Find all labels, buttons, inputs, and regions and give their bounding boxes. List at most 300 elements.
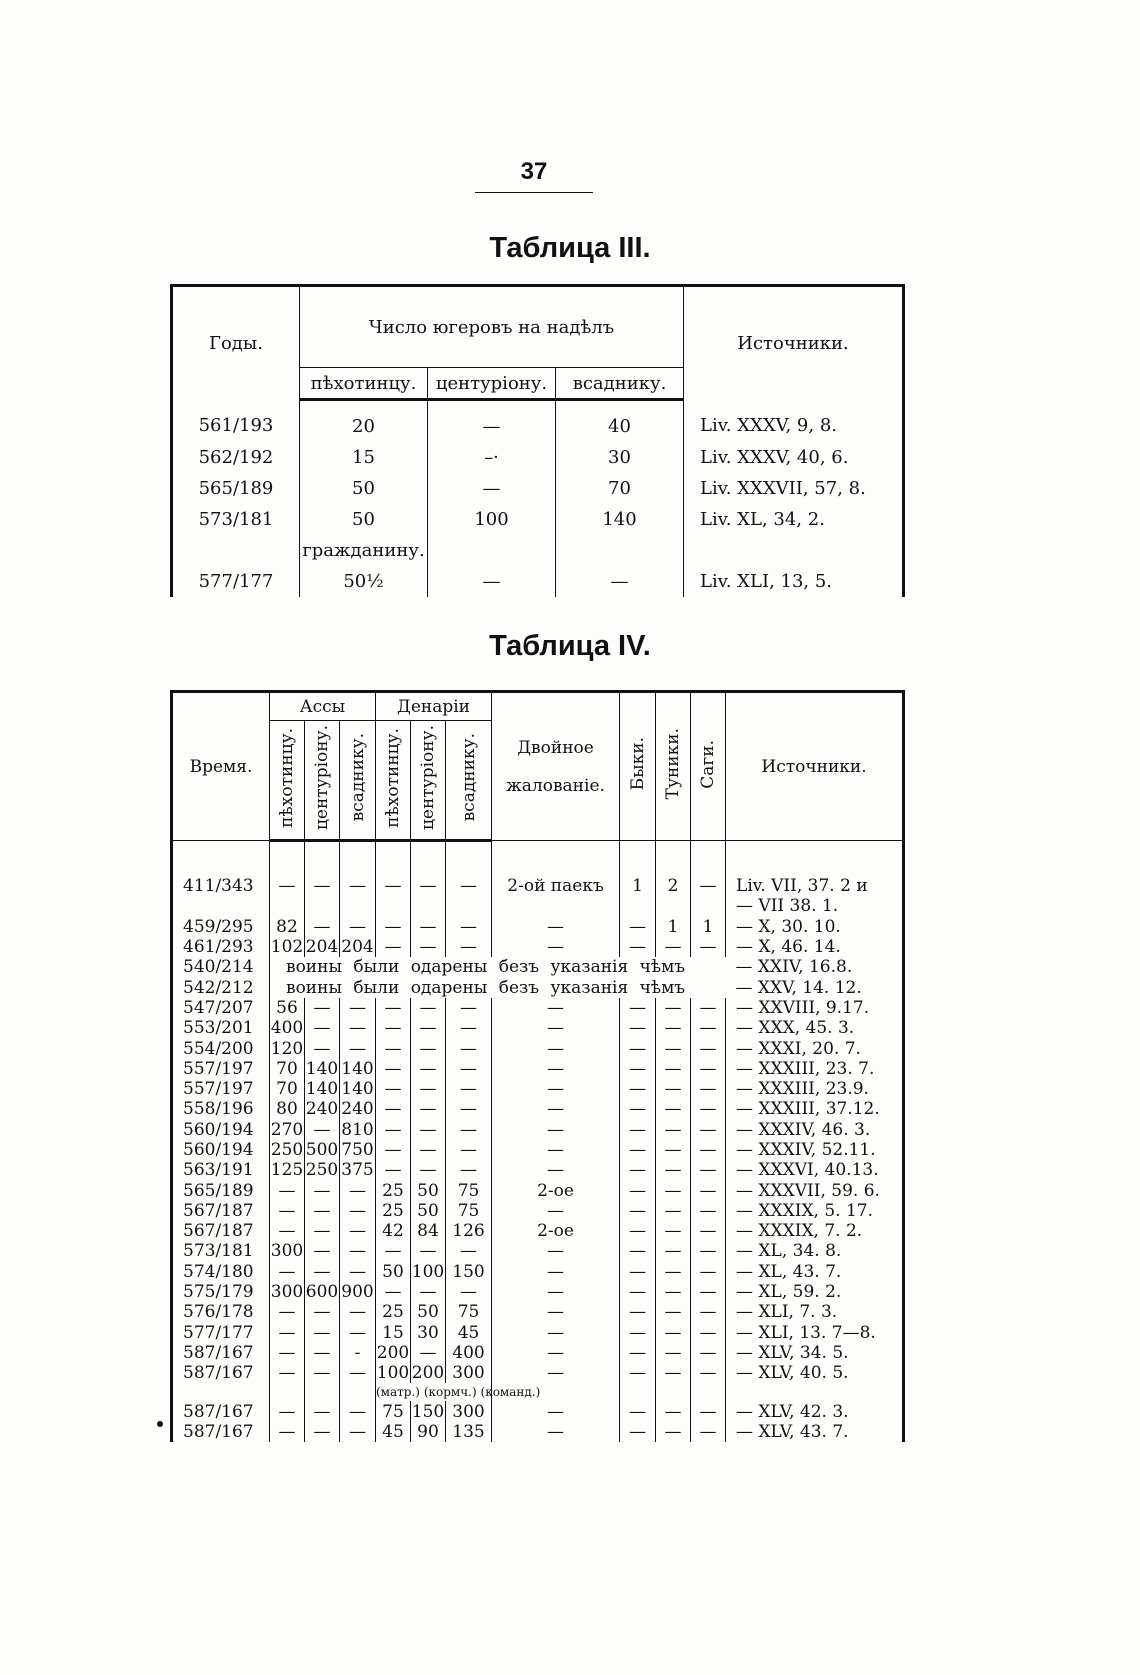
source-cell: — XLV, 42. 3. [736, 1401, 849, 1422]
asses-infantry-cell: — [270, 1180, 305, 1200]
cloaks-cell: — [691, 1302, 726, 1322]
table-row [172, 1302, 904, 1322]
cavalry-cell: 40 [556, 400, 684, 443]
tunics-cell: — [656, 1180, 691, 1200]
denarii-infantry-cell: 42 [376, 1221, 411, 1241]
denarii-infantry-cell: 50 [376, 1262, 411, 1282]
asses-centurion-cell: 500 [305, 1140, 339, 1160]
asses-cavalry-cell: — [340, 1401, 376, 1421]
tunics-cell: — [656, 1079, 691, 1099]
year-cell: 547/207 [172, 998, 270, 1018]
asses-infantry-cell: 120 [270, 1038, 304, 1059]
year-cell: 560/194 [172, 1120, 270, 1140]
asses-centurion-cell: — [305, 1343, 340, 1363]
oxen-cell: — [620, 1241, 656, 1261]
asses-infantry-cell: — [270, 1422, 305, 1442]
denarii-cavalry-cell: — [446, 1282, 492, 1302]
cloaks-cell: — [691, 1241, 726, 1261]
year-cell: 587/167 [172, 1422, 270, 1442]
centurion-cell: — [428, 473, 556, 504]
header-denarii: Денаріи [376, 692, 492, 721]
asses-infantry-cell: — [270, 1401, 305, 1421]
denarii-infantry-cell: — [376, 1038, 411, 1058]
source-cell: — XL, 59. 2. [736, 1282, 842, 1303]
centurion-cell: 100 [428, 504, 556, 535]
oxen-cell: — [620, 1160, 656, 1180]
table-row [172, 1422, 904, 1442]
table-row [172, 1099, 904, 1119]
asses-cavalry-cell: — [340, 1302, 376, 1322]
asses-cavalry-cell [340, 896, 376, 916]
double-pay-cell: — [492, 1160, 620, 1180]
denarii-centurion-cell: — [411, 1140, 446, 1160]
denarii-infantry-cell: — [376, 917, 411, 937]
double-pay-cell: 2-ой паекъ [492, 876, 620, 896]
asses-centurion-cell: — [305, 1221, 340, 1241]
asses-cavalry-cell: — [340, 998, 376, 1018]
oxen-cell: — [620, 1302, 656, 1322]
denarii-centurion-cell: — [411, 876, 446, 896]
denarii-infantry-cell: 45 [376, 1422, 411, 1442]
asses-cavalry-cell: - [340, 1343, 376, 1363]
empty-cell [656, 1383, 691, 1401]
table-row [172, 1221, 904, 1241]
denarii-cavalry-cell: — [446, 1120, 492, 1140]
denarii-centurion-cell: — [411, 1120, 446, 1140]
tunics-cell: — [656, 1201, 691, 1221]
asses-infantry-cell: 300 [270, 1241, 304, 1262]
asses-centurion-cell: — [305, 1363, 340, 1383]
oxen-cell: — [620, 1018, 656, 1038]
oxen-cell: — [620, 1221, 656, 1241]
cloaks-cell: — [691, 1038, 726, 1058]
year-cell: 573/181 [172, 1241, 270, 1261]
denarii-cavalry-cell: — [446, 917, 492, 937]
asses-centurion-cell: — [305, 1323, 340, 1343]
tunics-cell: — [656, 1363, 691, 1383]
oxen-cell: — [620, 1180, 656, 1200]
asses-cavalry-cell: 140 [341, 1079, 374, 1100]
cloaks-cell: — [691, 1401, 726, 1421]
oxen-cell: — [620, 1099, 656, 1119]
table-row [172, 1282, 904, 1302]
denarii-infantry-cell: 200 [376, 1342, 410, 1363]
asses-cavalry-cell: — [340, 1323, 376, 1343]
cloaks-cell: — [691, 1099, 726, 1119]
source-cell: — XXX, 45. 3. [736, 1018, 855, 1039]
denarii-cavalry-cell: — [446, 1018, 492, 1038]
table-row [172, 400, 904, 443]
source-cell: — X, 46. 14. [736, 937, 841, 958]
asses-centurion-cell: — [305, 1302, 340, 1322]
table-row [172, 977, 904, 997]
denarii-cavalry-cell: 300 [446, 1363, 492, 1383]
denarii-infantry-cell: 25 [376, 1180, 411, 1200]
role-note: (команд.) [480, 1385, 541, 1400]
denarii-centurion-cell: 100 [411, 1261, 445, 1282]
year-cell: 573/181 [172, 504, 300, 535]
oxen-cell: — [620, 1262, 656, 1282]
oxen-cell: — [620, 917, 656, 937]
double-pay-cell: — [492, 1099, 620, 1119]
double-pay-cell: — [492, 917, 620, 937]
cloaks-cell: — [691, 1201, 726, 1221]
source-cell: — XXXIX, 7. 2. [736, 1221, 863, 1242]
denarii-infantry-cell: — [376, 1120, 411, 1140]
source-cell: — XXXIV, 46. 3. [736, 1119, 871, 1140]
oxen-cell: — [620, 1343, 656, 1363]
asses-infantry-cell: 70 [270, 1079, 305, 1099]
year-cell: 411/343 [172, 876, 270, 896]
margin-dot [157, 1421, 163, 1427]
year-cell: 575/179 [172, 1282, 270, 1302]
denarii-cavalry-cell: 300 [446, 1401, 492, 1421]
cloaks-cell: — [691, 1079, 726, 1099]
source-cell: — XLV, 34. 5. [736, 1342, 849, 1363]
year-cell: 577/177 [172, 566, 300, 597]
year-cell: 554/200 [172, 1038, 270, 1058]
tunics-cell: — [656, 1018, 691, 1038]
asses-cavalry-cell: — [340, 1018, 376, 1038]
double-pay-cell: — [492, 1201, 620, 1221]
asses-infantry-cell: 80 [270, 1099, 305, 1119]
asses-infantry-cell: 102 [270, 937, 304, 958]
tunics-cell: — [656, 1401, 691, 1421]
tunics-cell: — [656, 1160, 691, 1180]
centurion-cell: — [428, 400, 556, 443]
asses-centurion-cell: — [305, 1422, 340, 1442]
year-cell: 461/293 [172, 937, 270, 957]
cavalry-cell: 70 [556, 473, 684, 504]
year-cell: 561/193 [172, 400, 300, 443]
asses-infantry-cell: — [270, 1201, 305, 1221]
tunics-cell: — [656, 1140, 691, 1160]
double-pay-cell: — [492, 1079, 620, 1099]
denarii-infantry-cell: 25 [376, 1201, 411, 1221]
table-row [172, 566, 904, 597]
asses-infantry-cell: — [270, 1363, 305, 1383]
denarii-centurion-cell: — [411, 1343, 446, 1363]
denarii-cavalry-cell: — [446, 876, 492, 896]
double-pay-cell: — [492, 998, 620, 1018]
denarii-centurion-cell: 84 [411, 1221, 446, 1241]
table-row [172, 1363, 904, 1383]
year-cell: 565/189 [172, 473, 300, 504]
tunics-cell: 1 [656, 917, 691, 937]
year-cell [172, 1383, 270, 1401]
table-row [172, 1343, 904, 1363]
year-cell: 576/178 [172, 1302, 270, 1322]
asses-centurion-cell: 250 [305, 1160, 339, 1181]
asses-cavalry-cell: — [340, 1038, 376, 1058]
denarii-cavalry-cell: 75 [446, 1201, 492, 1221]
tunics-cell: — [656, 1262, 691, 1282]
source-cell: — XXXIII, 37.12. [736, 1099, 880, 1120]
asses-centurion-cell: — [305, 1241, 340, 1261]
asses-cavalry-cell: — [340, 1241, 376, 1261]
tunics-cell: — [656, 1038, 691, 1058]
year-cell: 540/214 [172, 957, 270, 977]
source-cell: — XXV, 14. 12. [735, 977, 862, 998]
asses-cavalry-cell: — [340, 1422, 376, 1442]
table-row [172, 535, 904, 566]
gift-note-cell: воины были одарены безъ указанія чѣмъ [286, 957, 686, 978]
header-cloaks: Саги. [691, 692, 726, 841]
cloaks-cell [691, 896, 726, 916]
asses-infantry-cell: 56 [270, 998, 305, 1018]
denarii-infantry-cell: 15 [376, 1323, 411, 1343]
source-cell: — XXXVII, 59. 6. [736, 1180, 880, 1201]
asses-infantry-cell: 70 [270, 1059, 305, 1079]
asses-infantry-cell: 300 [270, 1282, 304, 1303]
header-double-pay [492, 692, 620, 841]
denarii-infantry-cell: 75 [376, 1401, 411, 1421]
page-number: 37 [475, 158, 593, 193]
denarii-centurion-cell: 150 [411, 1401, 445, 1422]
year-cell: 558/196 [172, 1099, 270, 1119]
source-cell: — XL, 43. 7. [736, 1261, 842, 1282]
infantry-cell: 50 [300, 504, 428, 535]
denarii-infantry-cell: 100 [376, 1363, 410, 1384]
table3-body [172, 400, 904, 598]
asses-infantry-cell: 270 [270, 1119, 304, 1140]
oxen-cell: — [620, 1282, 656, 1302]
denarii-centurion-cell: 200 [411, 1363, 445, 1384]
asses-centurion-cell: 140 [305, 1079, 339, 1100]
double-pay-cell: — [492, 1323, 620, 1343]
table-row [172, 876, 904, 896]
denarii-infantry-cell: — [376, 1140, 411, 1160]
oxen-cell: — [620, 1363, 656, 1383]
denarii-centurion-cell: — [411, 917, 446, 937]
source-cell: — XXIV, 16.8. [735, 957, 853, 978]
source-cell [726, 1383, 904, 1401]
header-denarii-cavalry: всаднику. [446, 721, 492, 841]
denarii-cavalry-cell: 45 [446, 1323, 492, 1343]
cloaks-cell: — [691, 1343, 726, 1363]
asses-infantry-cell: — [270, 1323, 305, 1343]
centurion-cell [428, 535, 556, 566]
table-row [172, 1201, 904, 1221]
tunics-cell: — [656, 1059, 691, 1079]
header-oxen: Быки. [620, 692, 656, 841]
cloaks-cell: — [691, 1059, 726, 1079]
oxen-cell: — [620, 1323, 656, 1343]
year-cell: 553/201 [172, 1018, 270, 1038]
table-row [172, 937, 904, 957]
source-cell: — XXXIX, 5. 17. [736, 1200, 874, 1221]
table-row [172, 1059, 904, 1079]
year-cell: 577/177 [172, 1323, 270, 1343]
double-pay-cell: — [492, 1282, 620, 1302]
table-row [172, 896, 904, 916]
oxen-cell: — [620, 998, 656, 1018]
tunics-cell: — [656, 1282, 691, 1302]
cloaks-cell: — [691, 1140, 726, 1160]
source-cell: — XXXIV, 52.11. [736, 1140, 876, 1160]
asses-cavalry-cell: 204 [341, 937, 374, 958]
cloaks-cell: — [691, 1422, 726, 1442]
denarii-infantry-cell: — [376, 1079, 411, 1099]
cloaks-cell: — [691, 937, 726, 957]
denarii-cavalry-cell: — [446, 1038, 492, 1058]
oxen-cell: — [620, 1059, 656, 1079]
tunics-cell: — [656, 1323, 691, 1343]
asses-centurion-cell: — [305, 1180, 340, 1200]
header-asses-infantry: пѣхотинцу. [270, 721, 305, 841]
source-cell: Liv. VII, 37. 2 и [736, 876, 868, 897]
oxen-cell: — [620, 1038, 656, 1058]
double-pay-cell: — [492, 1241, 620, 1261]
double-pay-cell [492, 896, 620, 916]
tunics-cell: — [656, 1302, 691, 1322]
table-row [172, 1160, 904, 1180]
denarii-centurion-cell: — [411, 1241, 446, 1261]
asses-centurion-cell: — [305, 1120, 340, 1140]
cavalry-cell: — [556, 566, 684, 597]
gift-note-cell: воины были одарены безъ указанія чѣмъ [286, 977, 686, 998]
denarii-cavalry-cell: — [446, 1059, 492, 1079]
role-note-cell [376, 1383, 541, 1401]
denarii-centurion-cell: — [411, 998, 446, 1018]
table-row [172, 1262, 904, 1282]
year-cell [172, 896, 270, 916]
source-cell: — XLI, 7. 3. [736, 1302, 838, 1323]
asses-cavalry-cell: — [340, 1262, 376, 1282]
cavalry-cell [556, 535, 684, 566]
header-tunics: Туники. [656, 692, 691, 841]
spacer-row [172, 841, 904, 877]
header-sources: Источники. [726, 692, 904, 841]
asses-centurion-cell: 240 [305, 1099, 339, 1120]
double-pay-cell: — [492, 1018, 620, 1038]
infantry-cell: 20 [300, 400, 428, 443]
tunics-cell: — [656, 1241, 691, 1261]
header-double-pay-line1: Двойное [517, 737, 594, 758]
denarii-infantry-cell: — [376, 1059, 411, 1079]
source-cell: — VII 38. 1. [736, 896, 839, 917]
table-row [172, 504, 904, 535]
oxen-cell: — [620, 937, 656, 957]
double-pay-cell: — [492, 1343, 620, 1363]
empty-cell [305, 1383, 340, 1401]
empty-cell [620, 1383, 656, 1401]
asses-centurion-cell: — [305, 876, 340, 896]
asses-cavalry-cell: — [340, 1221, 376, 1241]
tunics-cell: — [656, 1422, 691, 1442]
asses-centurion-cell: — [305, 1401, 340, 1421]
oxen-cell [620, 896, 656, 916]
double-pay-cell: — [492, 1302, 620, 1322]
asses-centurion-cell: 600 [305, 1282, 339, 1303]
denarii-centurion-cell: 50 [411, 1180, 446, 1200]
denarii-centurion-cell: — [411, 1099, 446, 1119]
table-row [172, 1140, 904, 1160]
table-row [172, 1038, 904, 1058]
table-row [172, 1241, 904, 1261]
source-cell: — XLV, 40. 5. [736, 1363, 849, 1384]
year-cell: 587/167 [172, 1363, 270, 1383]
table3-title: Таблица III. [489, 232, 651, 264]
year-cell: 459/295 [172, 917, 270, 937]
asses-cavalry-cell: 140 [341, 1058, 374, 1079]
infantry-cell: 15 [300, 442, 428, 473]
centurion-cell: — [428, 566, 556, 597]
denarii-cavalry-cell: — [446, 998, 492, 1018]
year-cell: 587/167 [172, 1401, 270, 1421]
asses-centurion-cell: 140 [305, 1058, 339, 1079]
cavalry-cell: 30 [556, 442, 684, 473]
year-cell: 565/189 [172, 1180, 270, 1200]
double-pay-cell: — [492, 1120, 620, 1140]
empty-cell [691, 1383, 726, 1401]
table-row [172, 473, 904, 504]
cloaks-cell: — [691, 1018, 726, 1038]
header-double-pay-line2: жалованіе. [506, 775, 605, 796]
year-cell: 557/197 [172, 1079, 270, 1099]
role-note: (матр.) [376, 1385, 420, 1400]
tunics-cell: — [656, 1099, 691, 1119]
year-cell: 563/191 [172, 1160, 270, 1180]
denarii-cavalry-cell [446, 896, 492, 916]
denarii-centurion-cell: — [411, 1059, 446, 1079]
table-row [172, 1401, 904, 1421]
denarii-cavalry-cell: — [446, 1099, 492, 1119]
source-cell: Liv. XXXV, 9, 8. [700, 415, 837, 437]
table4-body [172, 841, 904, 1443]
infantry-cell: гражданину. [300, 535, 428, 566]
table-row [172, 1323, 904, 1343]
asses-infantry-cell: 125 [270, 1160, 304, 1181]
double-pay-cell: 2-ое [492, 1180, 620, 1200]
double-pay-cell: — [492, 1363, 620, 1383]
double-pay-cell: 2-ое [492, 1221, 620, 1241]
denarii-centurion-cell: 90 [411, 1422, 446, 1442]
tunics-cell: — [656, 1221, 691, 1241]
double-pay-cell: — [492, 1422, 620, 1442]
oxen-cell: — [620, 1120, 656, 1140]
asses-centurion-cell [305, 896, 340, 916]
denarii-centurion-cell: — [411, 937, 446, 957]
header-denarii-infantry: пѣхотинцу. [376, 721, 411, 841]
double-pay-cell: — [492, 1401, 620, 1421]
source-cell: Liv. XXXVII, 57, 8. [700, 478, 866, 499]
empty-cell [340, 1383, 376, 1401]
denarii-infantry-cell: — [376, 1099, 411, 1119]
table-row [172, 1383, 904, 1401]
infantry-cell: 50 [300, 473, 428, 504]
asses-centurion-cell: 204 [305, 937, 339, 958]
denarii-centurion-cell: — [411, 1018, 446, 1038]
cavalry-cell: 140 [556, 504, 684, 535]
denarii-infantry-cell: 25 [376, 1302, 411, 1322]
denarii-cavalry-cell: — [446, 1079, 492, 1099]
empty-cell [270, 1383, 305, 1401]
cloaks-cell: — [691, 1120, 726, 1140]
denarii-cavalry-cell: 75 [446, 1302, 492, 1322]
asses-cavalry-cell: — [340, 1180, 376, 1200]
tunics-cell: — [656, 1120, 691, 1140]
asses-centurion-cell: — [305, 1201, 340, 1221]
denarii-infantry-cell [376, 896, 411, 916]
denarii-infantry-cell: — [376, 998, 411, 1018]
year-cell: 557/197 [172, 1059, 270, 1079]
year-cell: 562/192 [172, 442, 300, 473]
oxen-cell: — [620, 1140, 656, 1160]
double-pay-cell: — [492, 1038, 620, 1058]
double-pay-cell: — [492, 1140, 620, 1160]
tunics-cell: — [656, 937, 691, 957]
